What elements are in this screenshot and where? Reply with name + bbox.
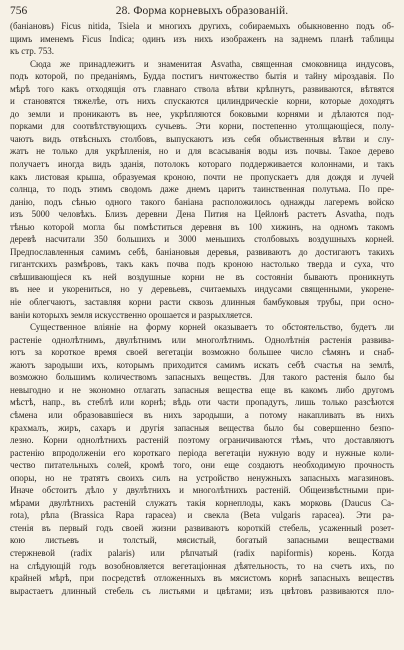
text-line: мѣрами двулѣтнихъ растеній служатъ такія корнеплоды, какъ морковь (Daucus Ca- (10, 497, 394, 508)
text-line: rota), рѣпа (Brassica Rapa rapacea) и свекла (Beta vulgaris rapacea). Эти ра- (10, 510, 394, 521)
text-line: ніе облегчаютъ, заставляя корни расти сквозь длинныя бамбуковыя трубы, при осно- (10, 297, 394, 308)
text-line: возможно большимъ количествомъ запасныхъ веществъ. Для такого растенія было бы (10, 372, 394, 383)
text-line: жаютъ зародыши ихъ, которымъ приходится самимъ искать себѣ счастья на землѣ, (10, 359, 394, 370)
text-line: до земли и проникаютъ въ нее, укрѣпляются боковыми корнями и дѣлаются под- (10, 108, 394, 119)
text-line: щимъ именемъ Ficus Indica; одинъ изъ нихъ изображенъ на заднемъ планѣ таблицы (10, 33, 394, 44)
text-line: изъ 5000 человѣкъ. Близъ деревни Дена Пития на Цейлонѣ растетъ Asvatha, подъ (10, 209, 394, 220)
text-line: солнца, то подъ этимъ сводомъ даже днемъ царитъ таинственная полутьма. По пре- (10, 184, 394, 195)
text-line: какъ листовая крыша, образуемая кроною, почти не пропускаетъ для дождя и лучей (10, 171, 394, 182)
text-line: вырастаетъ длинный стебель съ листьями и цвѣтами; изъ цвѣтовъ развиваются пло- (10, 585, 394, 596)
text-line: порками для соотвѣтствующихъ сучьевъ. Эти корни, постепенно утолщающіеся, полу- (10, 121, 394, 132)
text-line: деревѣ насчитали 350 большихъ и 3000 меньшихъ столбовыхъ воздушныхъ корней. (10, 234, 394, 245)
running-title: 28. Форма корневыхъ образованій. (115, 5, 289, 17)
text-line: растеніе однолѣтнимъ, двулѣтнимъ или многолѣтнимъ. Однолѣтнія растенія развива- (10, 334, 394, 345)
text-line: на слѣдующій годъ возобновляется вегетаціонная дѣятельность, то на счетъ ихъ, по (10, 560, 394, 571)
text-line: растенію впродолженіи его короткаго періода вегетаціи нужную воду и нужные коли- (10, 447, 394, 458)
text-line: мѣрѣ того какъ отходящія отъ главнаго ствола вѣтви крѣпнутъ, развиваются, вѣтвятся (10, 83, 394, 94)
text-line: (баніановъ) Ficus nitida, Tsiela и многихъ другихъ, собираемыхъ обыкновенно подъ об- (10, 21, 394, 31)
text-line: крайней мѣрѣ, при посредствѣ отложенныхъ въ мясистомъ корнѣ запасныхъ веществъ (10, 573, 394, 584)
page-header (10, 3, 394, 19)
text-line: данію, подъ сѣнью одного такого баніана расположилось однажды лагеремъ войско (10, 196, 394, 207)
text-line: жатъ не только для укрѣпленія, но и для всасыванія воды изъ почвы. Такое дерево (10, 146, 394, 157)
body-text (10, 20, 394, 597)
page-number: 756 (10, 5, 28, 17)
text-line: свѣшивающіеся къ ней воздушные корни не въ состояніи бываютъ проникнуть (10, 271, 394, 282)
text-line: мѣстѣ, напр., въ стеблѣ или корнѣ; вѣдь оти части пропадутъ, лишь только разсѣются (10, 397, 394, 408)
text-line: въ нее и укорениться, но у деревьевъ, считаемыхъ индусами священными, укорене- (10, 284, 394, 295)
text-line: къ стр. 753. (10, 46, 54, 57)
text-line: подъ которой, по преданіямъ, Будда постигъ ничтожество бытія и тайну міроздавія. По (10, 71, 394, 82)
text-line: ваніи которыхъ земля искусственно орошается и разрыхляется. (10, 309, 253, 320)
text-line: чество питательныхъ солей, кромѣ того, они еще создаютъ необходимую прочность (10, 460, 394, 471)
text-line: тѣнью которой могла бы помѣститься деревня въ 100 хижинъ, на одномъ такомъ (10, 221, 394, 232)
text-line: опоры, но не тратятъ своихъ силъ на устройство ненужныхъ запасныхъ магазиновъ. (10, 472, 394, 483)
text-line: крахмалъ, жиръ, сахаръ и другія запасныя вещества было бы совершенно безпо- (10, 422, 394, 433)
text-line: Сюда же принадлежитъ и знаменитая Asvatha, священная смоковница индусовъ, (30, 58, 394, 69)
text-line: сѣмена или образовавшіеся въ нихъ зародыши, а потому накапливать въ нихъ (10, 409, 394, 420)
text-line: кою листьевъ и толстый, мясистый, богатый запасными веществами (10, 535, 394, 546)
text-line: стержневой (radix palaris) или рѣпчатый (radix napiformis) корень. Когда (10, 547, 394, 558)
text-line: Иначе обстоитъ дѣло у двулѣтнихъ и многолѣтнихъ растеній. Общеизвѣстными при- (10, 485, 394, 496)
text-line: ютъ за короткое время своей вегетаціи возможно большее число сѣмянъ и снаб- (10, 347, 394, 358)
text-line: стенія въ первый годъ своей жизни развиваютъ короткій стебель, усаженный розет- (10, 522, 394, 533)
text-line: чаютъ видъ отвѣсныхъ столбовъ, выпускаютъ изъ себя объиственныя вѣтви и слу- (10, 133, 394, 144)
text-line: Существенное вліяніе на форму корней оказываетъ то обстоятельство, будетъ ли (30, 322, 394, 333)
text-line: невыгодно и не экономно отлагать запасныя вещества еще въ какомъ либо другомъ (10, 384, 394, 395)
text-line: Предпославленныя самимъ себѣ, баніановыя деревья, развиваютъ до достигаютъ такихъ (10, 246, 394, 257)
text-line: получаетъ иногда видъ зданія, потолокъ котораго поддерживается колоннами, и такъ (10, 159, 394, 170)
text-line: гигантскихъ размѣровъ, такъ какъ почва подъ кроною настолько тверда и суха, что (10, 259, 394, 270)
text-line: и становятся тяжелѣе, отъ нихъ спускаются цилиндрическіе корни, которые доходятъ (10, 96, 394, 107)
text-line: лезно. Корни однолѣтнихъ растеній поэтому ограничиваются тѣмъ, что доставляютъ (10, 435, 394, 446)
